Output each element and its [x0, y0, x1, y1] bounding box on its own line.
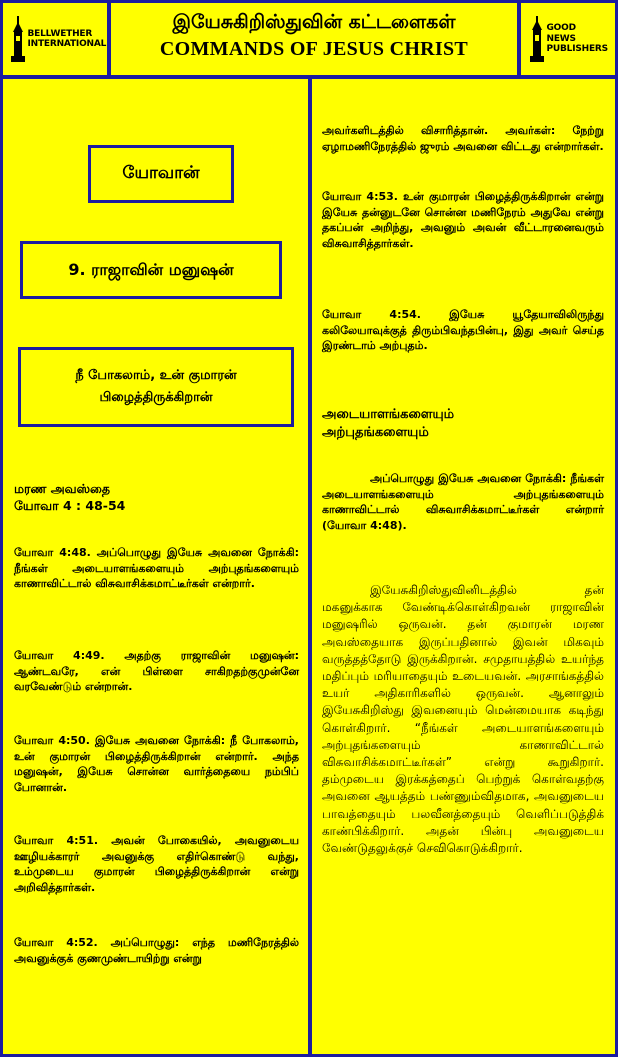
commentary-body: இயேசுகிறிஸ்துவினிடத்தில் தன் மகனுக்காக வேண்டிக்கொள்கிறவன் ராஜாவின் மனுஷரில் ஒருவன். தன் குமாரன் மரண அவஸ்தையாக இருப்பதினால் இவன் மிகவும் வருத்தத்தோடு இருக்கிறான். சமுதாயத்தில் உயர்ந்த மதிப்பும் மரியாதையும் உடையவன். அரசாங்கத்தில் உயர் அதிகாரிகளில் ஒருவன். ஆனாலும் இயேசுகிறிஸ்து இவனையும் மென்மையாக கடிந்து கொள்கிறார். “நீங்கள் அடையாளங்களையும் அற்புதங்களையும் காணாவிட்டால் விசுவாசிக்கமாட்டீர்கள்” என்று கூறுகிறார். தம்முடைய இரக்கத்தைப் பெற்றுக் கொள்வதற்கு அவனை ஆயத்தம் பண்ணும்விதமாக, அவனுடைய பாவத்தையும் பலவீனத்தையும் வெளிப்படுத்திக் காண்பிக்கிறார். அதன் பின்பு அவனுடைய வேண்டுதலுக்குச் செவிகொடுக்கிறார். — [322, 583, 604, 856]
quote-text: நீ போகலாம், உன் குமாரன் பிழைத்திருக்கிறான் — [75, 368, 237, 405]
book-box — [88, 145, 234, 203]
title-english: COMMANDS OF JESUS CHRIST — [159, 38, 469, 60]
verse-48: யோவா 4:48. அப்பொழுது இயேசு அவனை நோக்கி: நீங்கள் அடையாளங்களையும் அற்புதங்களையும் காணாவிட்டால் விசுவாசிக்கமாட்டீர்கள் என்றார். — [14, 546, 299, 590]
bellwether-logo — [3, 3, 107, 75]
verse-52: யோவா 4:52. அப்பொழுது: எந்த மணிநேரத்தில் அவனுக்குக் குணமுண்டாயிற்று என்று — [14, 936, 299, 965]
bellwether-logo-text: BELLWETHER INTERNATIONAL — [27, 28, 107, 49]
commentary-heading: அடையாளங்களையும் அற்புதங்களையும் — [322, 407, 455, 440]
title-tamil: இயேசுகிறிஸ்துவின் கட்டளைகள் — [172, 11, 456, 33]
commentary-quote: அப்பொழுது இயேசு அவனை நோக்கி: நீங்கள் அடையாளங்களையும் அற்புதங்களையும் காணாவிட்டால் விசுவாசிக்கமாட்டீர்கள் என்றார் (யோவா 4:48). — [322, 472, 604, 532]
section-subtitle: மரண அவஸ்தை — [14, 481, 111, 496]
good-news-logo-icon — [530, 16, 544, 62]
book-title: யோவான் — [122, 163, 200, 183]
good-news-logo-text: GOOD NEWS PUBLISHERS — [546, 23, 608, 55]
bellwether-logo-icon — [11, 16, 25, 62]
left-column — [3, 79, 308, 1054]
verse-52-cont: அவர்களிடத்தில் விசாரித்தான். அவர்கள்: நேற்று ஏழாமணிநேரத்தில் ஜுரம் அவனை விட்டது என்றார்கள். — [322, 124, 604, 153]
verse-53: யோவா 4:53. உன் குமாரன் பிழைத்திருக்கிறான் என்று இயேசு தன்னுடனே சொன்ன மணிநேரம் அதுவே என்று தகப்பன் அறிந்து, அவனும் அவன் வீட்டாரனைவரும் விசுவாசித்தார்கள். — [322, 190, 604, 250]
section-reference: யோவா 4 : 48-54 — [14, 498, 126, 513]
verse-54: யோவா 4:54. இயேசு யூதேயாவிலிருந்து கலிலேயாவுக்குத் திரும்பிவந்தபின்பு, இது அவர் செய்த இரண்டாம் அற்புதம். — [322, 308, 604, 352]
page-header — [111, 3, 517, 75]
section-label — [14, 480, 299, 514]
chapter-title: 9. ராஜாவின் மனுஷன் — [68, 259, 234, 279]
chapter-box — [20, 241, 282, 299]
quote-box — [18, 347, 294, 427]
good-news-logo — [521, 3, 615, 75]
verse-51: யோவா 4:51. அவன் போகையில், அவனுடைய ஊழியக்காரர் அவனுக்கு எதிர்கொண்டு வந்து, உம்முடைய குமாரன் பிழைத்திருக்கிறான் என்று அறிவித்தார்கள். — [14, 834, 299, 894]
right-column — [312, 79, 615, 1054]
verse-49: யோவா 4:49. அதற்கு ராஜாவின் மனுஷன்: ஆண்டவரே, என் பிள்ளை சாகிறதற்குமுன்னே வரவேண்டும் என்றான். — [14, 649, 299, 693]
verse-50: யோவா 4:50. இயேசு அவனை நோக்கி: நீ போகலாம், உன் குமாரன் பிழைத்திருக்கிறான் என்றார். அந்த மனுஷன், இயேசு சொன்ன வார்த்தையை நம்பிப் போனான். — [14, 734, 299, 794]
